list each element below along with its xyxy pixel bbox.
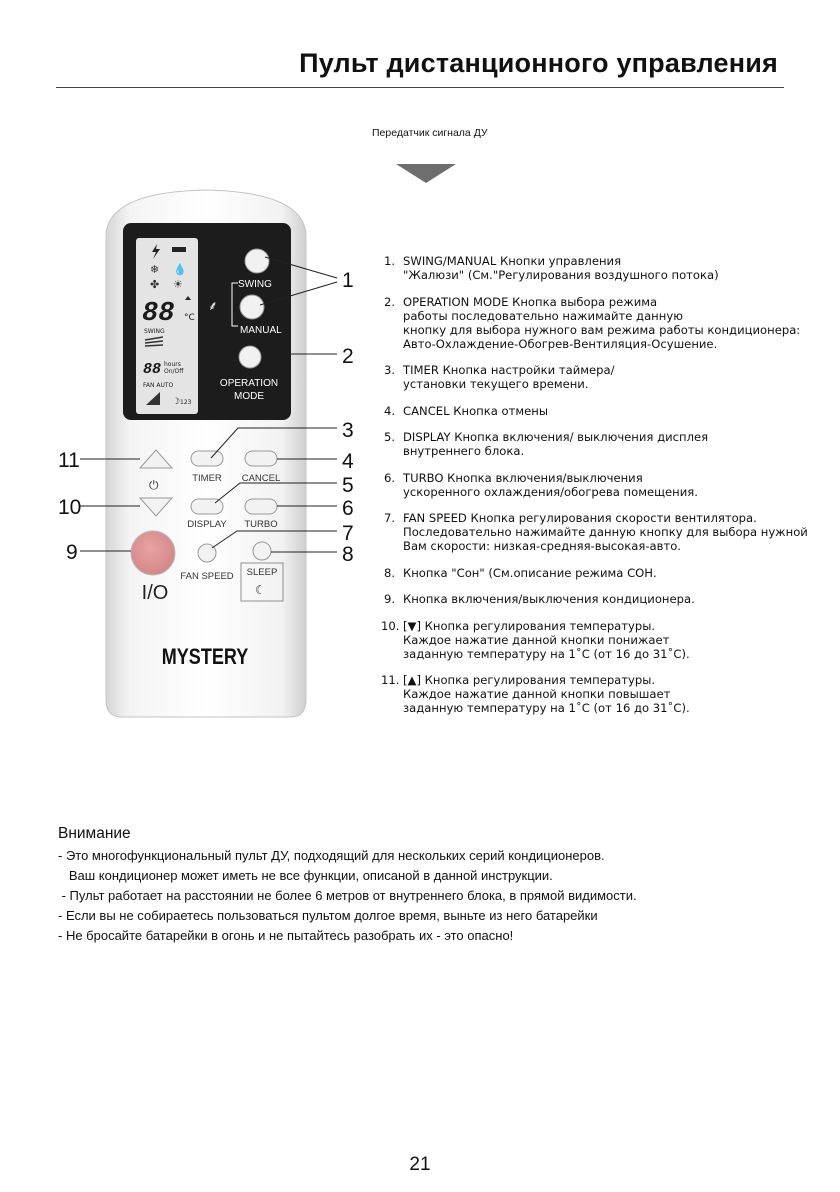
note-item: - Если вы не собираетесь пользоваться пультом долгое время, выньте из него батарейки xyxy=(58,908,598,923)
legend-item xyxy=(381,618,824,661)
legend-number: 11. xyxy=(381,673,400,687)
callout-3: 3 xyxy=(342,419,354,442)
callout-2: 2 xyxy=(342,345,354,368)
battery-icon xyxy=(172,247,186,252)
legend-text-line: ускоренного охлаждения/обогрева помещения. xyxy=(403,484,698,499)
power-small-icon: ⏻ xyxy=(149,478,159,492)
callout-4: 4 xyxy=(342,450,354,473)
legend-item xyxy=(384,254,824,282)
legend-text-line: "Жалюзи" (См."Регулирования воздушного потока) xyxy=(403,268,719,282)
cancel-button[interactable] xyxy=(245,451,277,466)
lcd-onoff: On/Off xyxy=(164,368,184,375)
callout-8: 8 xyxy=(342,543,354,566)
display-button[interactable] xyxy=(191,499,223,514)
page-title: Пульт дистанционного управления xyxy=(299,48,778,78)
legend-text-line: заданную температуру на 1˚С (от 16 до 31˚С). xyxy=(403,701,690,715)
page-number: 21 xyxy=(409,1154,431,1175)
legend-number: 2. xyxy=(384,294,396,309)
callout-11: 11 xyxy=(58,449,80,472)
legend-text-line: FAN SPEED Кнопка регулирования скорости вентилятора. xyxy=(403,511,757,525)
legend-text-line: SWING/MANUAL Кнопки управления xyxy=(403,254,622,268)
notes-title: Внимание xyxy=(58,825,131,842)
legend-text-line: кнопку для выбора нужного вам режима работы кондиционера: xyxy=(403,322,801,337)
legend-text-line: CANCEL Кнопка отмены xyxy=(403,403,549,418)
legend-text-line: Авто-Охлаждение-Обогрев-Вентиляция-Осушение. xyxy=(403,336,718,351)
operation-mode-button[interactable] xyxy=(239,346,261,368)
note-item: - Не бросайте батарейки в огонь и не пытайтесь разобрать их - это опасно! xyxy=(58,928,514,943)
callout-10: 10 xyxy=(58,496,82,519)
transmitter-label: Передатчик сигнала ДУ xyxy=(372,127,488,139)
legend-text-line: внутреннего блока. xyxy=(403,444,525,458)
legend-item xyxy=(384,295,824,351)
lcd-temp-digits: 88 xyxy=(142,299,175,329)
legend-text-line: OPERATION MODE Кнопка выбора режима xyxy=(403,294,658,309)
legend-text-line: TIMER Кнопка настройки таймера/ xyxy=(403,363,615,377)
swing-label: SWING xyxy=(238,279,272,290)
callout-6: 6 xyxy=(342,497,354,520)
legend-item xyxy=(384,363,824,391)
legend-item xyxy=(384,592,824,606)
lcd-fan-auto: FAN AUTO xyxy=(143,382,174,389)
legend-number: 4. xyxy=(384,403,396,418)
operation-label: OPERATION xyxy=(219,378,279,389)
brand-logo: MYSTERY xyxy=(161,645,249,670)
sun-icon: ☀ xyxy=(173,278,183,291)
legend-item xyxy=(384,471,824,499)
timer-button[interactable] xyxy=(191,451,223,466)
legend-item xyxy=(381,673,824,715)
legend-number: 10. xyxy=(381,618,400,633)
legend-text-line: работы последовательно нажимайте данную xyxy=(403,308,683,323)
legend-item xyxy=(384,404,824,418)
swing-button[interactable] xyxy=(245,249,269,273)
drop-icon: 💧 xyxy=(173,263,187,276)
note-item: - Пульт работает на расстоянии не более 6 метров от внутреннего блока, в прямой видимости. xyxy=(58,888,637,903)
lcd-temp-unit: °C xyxy=(184,313,195,323)
cancel-label: CANCEL xyxy=(241,473,281,484)
callout-5: 5 xyxy=(342,474,354,497)
note-item: - Это многофункциональный пульт ДУ, подходящий для нескольких серий кондиционеров. xyxy=(58,848,605,863)
louver-icon: ⸙ xyxy=(208,299,218,314)
lcd-moon-icon: ☽ xyxy=(172,397,181,407)
turbo-label: TURBO xyxy=(244,519,278,530)
legend-text-line: Каждое нажатие данной кнопки понижает xyxy=(403,632,670,647)
power-button[interactable] xyxy=(131,531,175,575)
legend-number: 7. xyxy=(384,511,396,525)
power-label: I/O xyxy=(141,582,169,604)
callout-1: 1 xyxy=(342,269,354,292)
manual-label: MANUAL xyxy=(240,325,282,336)
lcd-hours: hours xyxy=(164,361,181,368)
timer-label: TIMER xyxy=(192,473,222,484)
legend-number: 6. xyxy=(384,470,396,485)
fan-icon: ✤ xyxy=(150,278,160,291)
legend-text-line: Каждое нажатие данной кнопки повышает xyxy=(403,687,671,701)
lcd-sleep-modes: 123 xyxy=(180,399,192,406)
legend-number: 5. xyxy=(384,430,396,444)
turbo-button[interactable] xyxy=(245,499,277,514)
mode-label: MODE xyxy=(234,391,264,402)
legend-number: 1. xyxy=(384,254,396,268)
note-item: Ваш кондиционер может иметь не все функции, описаной в данной инструкции. xyxy=(58,868,553,883)
legend-text-line: [▲] Кнопка регулирования температуры. xyxy=(403,673,656,687)
manual-button[interactable] xyxy=(240,295,264,319)
legend-text-line: Кнопка включения/выключения кондиционера. xyxy=(403,592,695,606)
legend-text-line: TURBO Кнопка включения/выключения xyxy=(403,470,643,485)
legend-text-line: заданную температуру на 1˚С (от 16 до 31˚С). xyxy=(403,646,690,661)
legend-text-line: Кнопка "Сон" (См.описание режима СОН. xyxy=(403,565,657,580)
notes-section xyxy=(58,824,637,946)
legend-text-line: Последовательно нажимайте данную кнопку для выбора нужной xyxy=(403,525,808,539)
callout-9: 9 xyxy=(66,541,78,564)
legend-number: 8. xyxy=(384,565,396,580)
lcd-timer-digits: 88 xyxy=(143,361,162,378)
snowflake-icon: ❄ xyxy=(150,263,160,276)
legend-number: 9. xyxy=(384,592,396,606)
legend-text-line: Вам скорости: низкая-средняя-высокая-авто. xyxy=(403,539,681,553)
sleep-button[interactable] xyxy=(253,542,271,560)
sleep-label: SLEEP xyxy=(246,567,278,578)
legend-item xyxy=(384,511,824,553)
callout-7: 7 xyxy=(342,522,354,545)
legend-text-line: DISPLAY Кнопка включения/ выключения дисплея xyxy=(403,430,709,444)
lcd-swing-label: SWING xyxy=(144,328,165,335)
legend-item xyxy=(384,566,824,580)
legend-list xyxy=(381,254,824,728)
legend-text-line: [▼] Кнопка регулирования температуры. xyxy=(403,618,656,633)
signal-arrow-icon xyxy=(396,164,456,183)
legend-number: 3. xyxy=(384,363,396,377)
legend-item xyxy=(384,430,824,458)
fan-speed-label: FAN SPEED xyxy=(180,571,234,582)
sleep-moon-icon: ☾ xyxy=(255,583,266,597)
display-label: DISPLAY xyxy=(187,519,227,530)
legend-text-line: установки текущего времени. xyxy=(403,377,589,391)
